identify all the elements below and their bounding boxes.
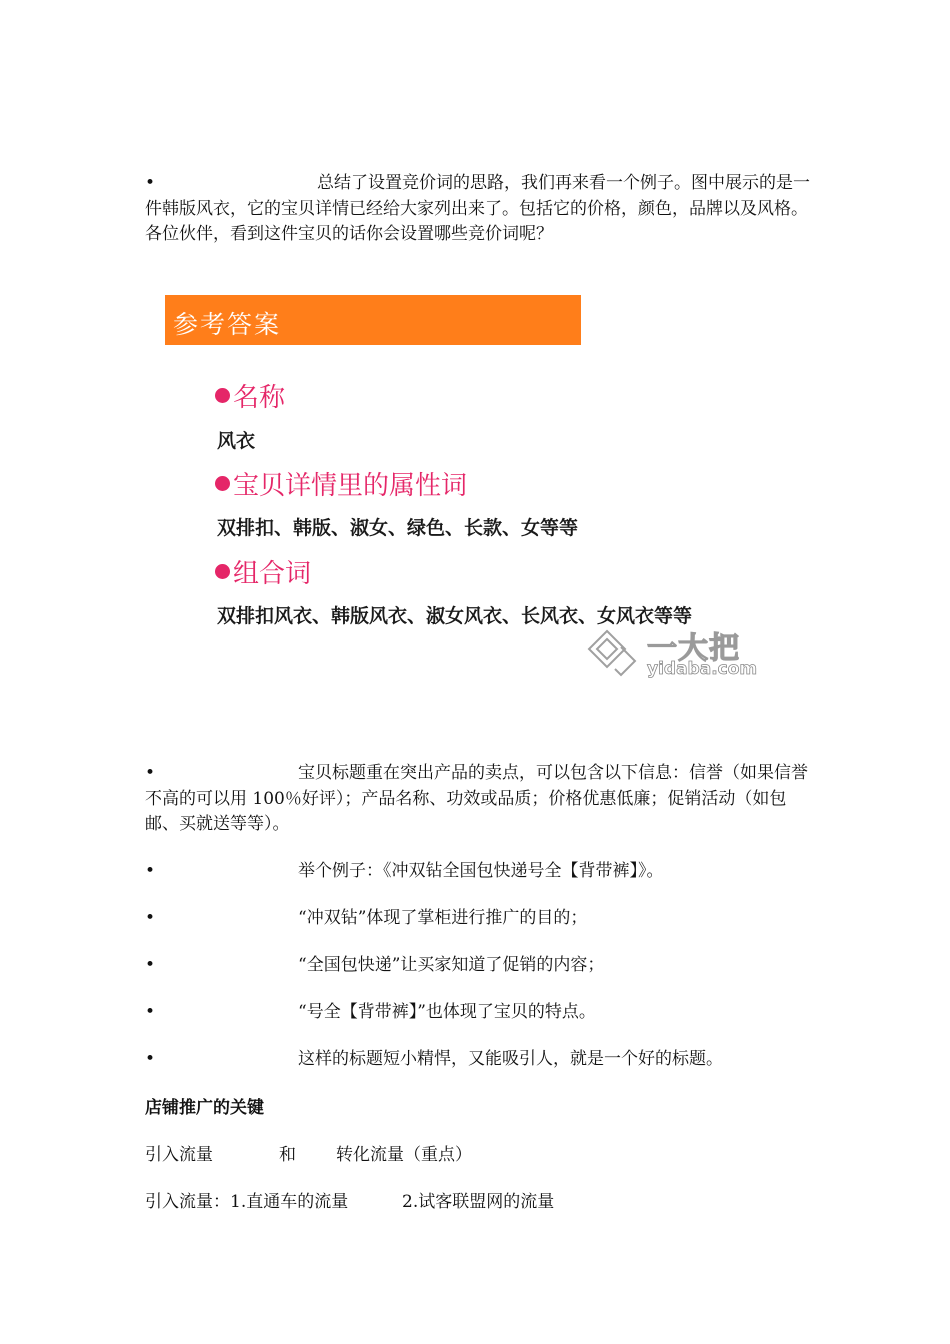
figure-heading-attributes: 宝贝详情里的属性词 xyxy=(215,465,467,502)
watermark-brand: 一大把 xyxy=(647,631,740,666)
bullet-dot-icon xyxy=(215,564,230,579)
title-tips-paragraph xyxy=(145,761,817,838)
list-item: • 举个例子：《冲双钻全国包快递号全【背带裤】》。 xyxy=(145,861,664,881)
list-item-text: 这样的标题短小精悍，又能吸引人，就是一个好的标题。 xyxy=(298,1049,724,1069)
traffic-line-1-c: 转化流量（重点） xyxy=(336,1145,472,1165)
list-item: • 这样的标题短小精悍，又能吸引人，就是一个好的标题。 xyxy=(145,1049,724,1069)
traffic-line-1-b: 和 xyxy=(279,1145,296,1165)
figure-header-bar xyxy=(165,295,581,345)
list-item-text: “冲双钻”体现了掌柜进行推广的目的； xyxy=(298,908,588,928)
figure-heading-name: 名称 xyxy=(215,377,285,414)
list-item-text: “全国包快递”让买家知道了促销的内容； xyxy=(298,955,605,975)
figure-content-combos: 双排扣风衣、韩版风衣、淑女风衣、长风衣、女风衣等等 xyxy=(217,605,693,627)
figure-content-attributes: 双排扣、韩版、淑女、绿色、长款、女等等 xyxy=(217,517,579,539)
section-heading: 店铺推广的关键 xyxy=(145,1098,264,1118)
traffic-line-2-a: 引入流量：1.直通车的流量 xyxy=(145,1192,349,1212)
watermark-url: yidaba.com xyxy=(647,659,758,679)
list-item-text: 举个例子：《冲双钻全国包快递号全【背带裤】》。 xyxy=(298,861,664,881)
bullet-marker: • xyxy=(145,173,156,193)
list-item-text: “号全【背带裤】”也体现了宝贝的特点。 xyxy=(298,1002,596,1022)
figure-header-title: 参考答案 xyxy=(173,310,282,339)
bullet-dot-icon xyxy=(215,388,230,403)
traffic-line-2-b: 2.试客联盟网的流量 xyxy=(402,1192,555,1212)
intro-paragraph xyxy=(145,171,817,248)
figure-heading-combos: 组合词 xyxy=(215,553,311,590)
diamond-logo-icon xyxy=(585,625,645,681)
list-item: • “冲双钻”体现了掌柜进行推广的目的； xyxy=(145,908,588,928)
figure-content-name: 风衣 xyxy=(217,430,256,452)
bullet-dot-icon xyxy=(215,476,230,491)
traffic-line-1-a: 引入流量 xyxy=(145,1145,213,1165)
list-item: • “号全【背带裤】”也体现了宝贝的特点。 xyxy=(145,1002,596,1022)
bullet-marker: • xyxy=(145,763,156,783)
intro-text: 总结了设置竞价词的思路，我们再来看一个例子。图中展示的是一件韩版风衣，它的宝贝详情已经给大家列出来了。包括它的价格，颜色，品牌以及风格。各位伙伴，看到这件宝贝的话你会设置哪些竞价词呢？ xyxy=(145,173,811,244)
watermark-logo xyxy=(585,623,775,683)
title-tips-text: 宝贝标题重在突出产品的卖点，可以包含以下信息：信誉（如果信誉不高的可以用 100％好评）；产品名称、功效或品质；价格优惠低廉；促销活动（如包邮、买就送等等）。 xyxy=(145,763,809,834)
reference-answer-figure xyxy=(160,285,790,690)
list-item: • “全国包快递”让买家知道了促销的内容； xyxy=(145,955,605,975)
